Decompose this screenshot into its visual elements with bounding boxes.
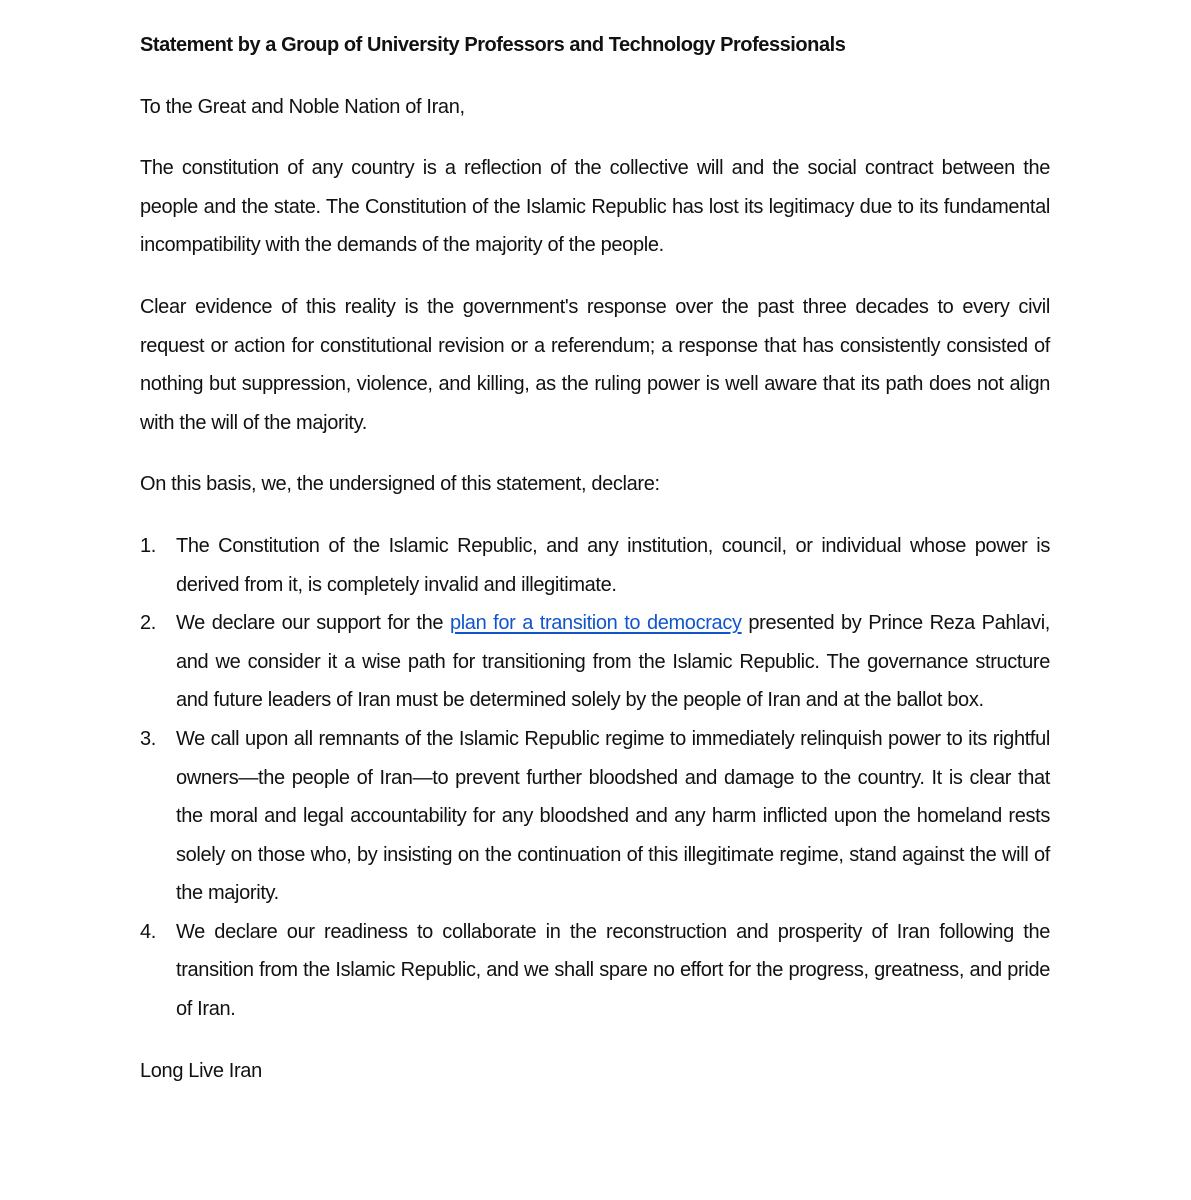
declaration-item-2 [140, 604, 1050, 720]
declaration-text: We declare our readiness to collaborate in the reconstruction and prosperity of Iran following the transition from the Islamic Republic, and we shall spare no effort for the progress, greatness, and pride of Iran. [176, 920, 1050, 1021]
list-number: 1. [140, 534, 156, 557]
paragraph-declare-intro: On this basis, we, the undersigned of this statement, declare: [140, 473, 660, 496]
list-number: 4. [140, 920, 156, 943]
list-number: 3. [140, 727, 156, 750]
declaration-text-after-link: presented by Prince Reza Pahlavi, and we consider it a wise path for transitioning from the Islamic Republic. The governance structure and future leaders of Iran must be determined solely by the people of Iran and at the ballot box. [176, 612, 1050, 712]
declaration-item-3 [140, 720, 1050, 913]
document-title: Statement by a Group of University Professors and Technology Professionals [140, 34, 846, 56]
salutation: To the Great and Noble Nation of Iran, [140, 95, 465, 118]
transition-plan-link[interactable]: plan for a transition to democracy [449, 612, 742, 635]
closing-line: Long Live Iran [140, 1059, 262, 1082]
paragraph-constitution: The constitution of any country is a reflection of the collective will and the social contract between the people and the state. The Constitution of the Islamic Republic has lost its legitimacy due to its fundamental incompatibility with the demands of the majority of the people. [140, 157, 1050, 257]
paragraph-evidence: Clear evidence of this reality is the government's response over the past three decades to every civil request or action for constitutional revision or a referendum; a response that has consistently consisted of nothing but suppression, violence, and killing, as the ruling power is well aware that its path does not align with the will of the majority. [140, 295, 1050, 434]
declaration-item-4 [140, 913, 1050, 1029]
declaration-text: We call upon all remnants of the Islamic Republic regime to immediately relinquish power to its rightful owners—the people of Iran—to prevent further bloodshed and damage to the country. It is clear that the moral and legal accountability for any bloodshed and any harm inflicted upon the homeland rests solely on those who, by insisting on the continuation of this illegitimate regime, stand against the will of the majority. [176, 727, 1050, 905]
declaration-item-1 [140, 527, 1050, 604]
document [140, 26, 1050, 1113]
declarations-list [140, 527, 1050, 1029]
list-number: 2. [140, 612, 156, 635]
declaration-text-before-link: We declare our support for the [176, 612, 450, 635]
declaration-text: The Constitution of the Islamic Republic, and any institution, council, or individual whose power is derived from it, is completely invalid and illegitimate. [176, 534, 1050, 596]
